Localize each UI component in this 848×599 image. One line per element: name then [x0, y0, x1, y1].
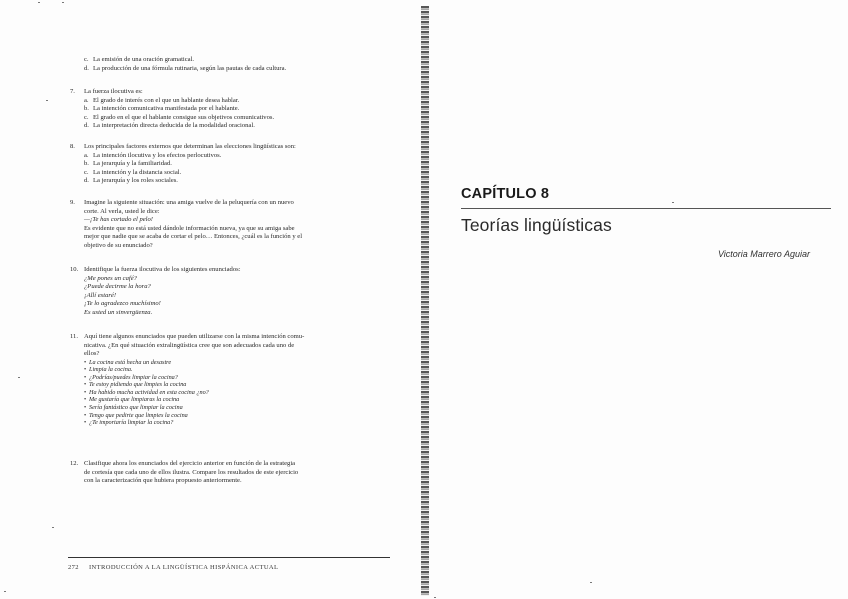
question-number: 10.: [70, 266, 79, 273]
page-number: 272: [68, 564, 79, 571]
option-item: d. La producción de una fórmula rutinaria, según las pautas de cada cultura.: [84, 64, 287, 72]
chapter-divider: [461, 208, 831, 209]
scan-speck: [672, 202, 674, 203]
utterance-item: Es usted un sinvergüenza.: [84, 308, 153, 316]
footer-divider: [68, 557, 390, 558]
option-item: d. La interpretación directa deducida de la modalidad oracional.: [84, 122, 255, 129]
question-stem: Los principales factores externos que determinan las elecciones lingüísticas son:: [84, 143, 296, 150]
bullet-item: • ¿Podrías/puedes limpiar la cocina?: [84, 374, 395, 382]
question-text: de cortesía que cada uno de ellos ilustra. Compare los resultados de este ejercicio: [84, 468, 299, 476]
option-item: a. El grado de interés con el que un hablante desea hablar.: [84, 96, 240, 104]
option-item: b. La jerarquía y la familiaridad.: [84, 160, 172, 167]
option-item: b. La intención comunicativa manifestada por el hablante.: [84, 105, 240, 112]
question-number: 12.: [70, 460, 79, 467]
bullet-item: • Te estoy pidiendo que limpies la cocina: [84, 381, 395, 389]
question-10: [70, 266, 395, 317]
scan-speck: [52, 527, 54, 528]
scan-speck: [46, 100, 48, 101]
question-stem: La fuerza ilocutiva es:: [84, 88, 143, 95]
chapter-number: CAPÍTULO 8: [461, 186, 550, 202]
question-stem: Identifique la fuerza ilocutiva de los siguientes enunciados:: [84, 266, 241, 273]
utterance-item: ¿Me pones un café?: [84, 274, 137, 282]
question-text: Aquí tiene algunos enunciados que pueden utilizarse con la misma intención comu-: [84, 333, 305, 340]
question-8: [70, 143, 395, 186]
question-text: mejor que nadie que se acaba de cortar el pelo… Entonces, ¿cuál es la función y el: [84, 233, 303, 240]
question-number: 9.: [70, 199, 75, 206]
question-text: Clasifique ahora los enunciados del ejercicio anterior en función de la estrategia: [84, 460, 296, 467]
scan-speck: [62, 2, 64, 3]
option-item: d. La jerarquía y los roles sociales.: [84, 177, 178, 184]
question-11: [70, 333, 395, 427]
question-9: [70, 199, 395, 250]
question-text: con la caracterización que hubiera propuesto anteriormente.: [84, 477, 242, 484]
question-text: ellos?: [84, 350, 100, 357]
quoted-utterance: —¡Te has cortado el pelo!: [84, 216, 153, 223]
scan-speck: [38, 2, 40, 3]
question-text: Imagine la siguiente situación: una amiga vuelve de la peluquería con un nuevo: [84, 199, 294, 206]
bullet-item: • Me gustaría que limpiaras la cocina: [84, 396, 395, 404]
chapter-title: Teorías lingüísticas: [461, 215, 612, 235]
option-item: a. La intención ilocutiva y los efectos perlocutivos.: [84, 151, 222, 159]
bullet-item: • Limpia la cocina.: [84, 366, 395, 374]
utterance-item: ¡Te lo agradezco muchísimo!: [84, 300, 161, 307]
scan-speck: [434, 597, 436, 598]
option-item: c. La intención y la distancia social.: [84, 168, 182, 176]
utterance-item: ¿Puede decirme la hora?: [84, 283, 151, 290]
question-number: 7.: [70, 88, 75, 95]
option-item: c. El grado en el que el hablante consigue sus objetivos comunicativos.: [84, 113, 275, 121]
scan-speck: [590, 582, 592, 583]
chapter-author: Victoria Marrero Aguiar: [717, 249, 810, 259]
page-footer: [68, 564, 278, 571]
bullet-item: • Ha habido mucha actividad en esta cocina ¿no?: [84, 389, 395, 397]
bullet-item: • La cocina está hecha un desastre: [84, 359, 395, 367]
utterance-item: ¡Allí estaré!: [84, 291, 117, 299]
question-text: corte. Al verla, usted le dice:: [84, 207, 160, 215]
scan-speck: [18, 377, 20, 378]
bullet-item: • Sería fantástico que limpiar la cocina: [84, 404, 395, 412]
option-item: c. La emisión de una oración gramatical.: [84, 56, 195, 63]
scan-speck: [4, 591, 6, 592]
question-number: 11.: [70, 333, 78, 340]
question-6-continued: [70, 56, 395, 73]
running-head: INTRODUCCIÓN A LA LINGÜÍSTICA HISPÁNICA ACTUAL: [88, 564, 279, 571]
question-number: 8.: [70, 143, 75, 150]
question-7: [70, 88, 395, 131]
bullet-item: • ¿Te importaría limpiar la cocina?: [84, 419, 395, 427]
question-text: Es evidente que no está usted dándole información nueva, ya que su amiga sabe: [84, 224, 295, 232]
question-text: nicativa. ¿En qué situación extralingüística cree que son adecuados cada uno de: [84, 341, 295, 349]
right-page: [424, 0, 848, 599]
question-12: [70, 460, 395, 486]
bullet-item: • Tengo que pedirte que limpies la cocina: [84, 412, 395, 420]
question-text: objetivo de su enunciado?: [84, 241, 153, 249]
